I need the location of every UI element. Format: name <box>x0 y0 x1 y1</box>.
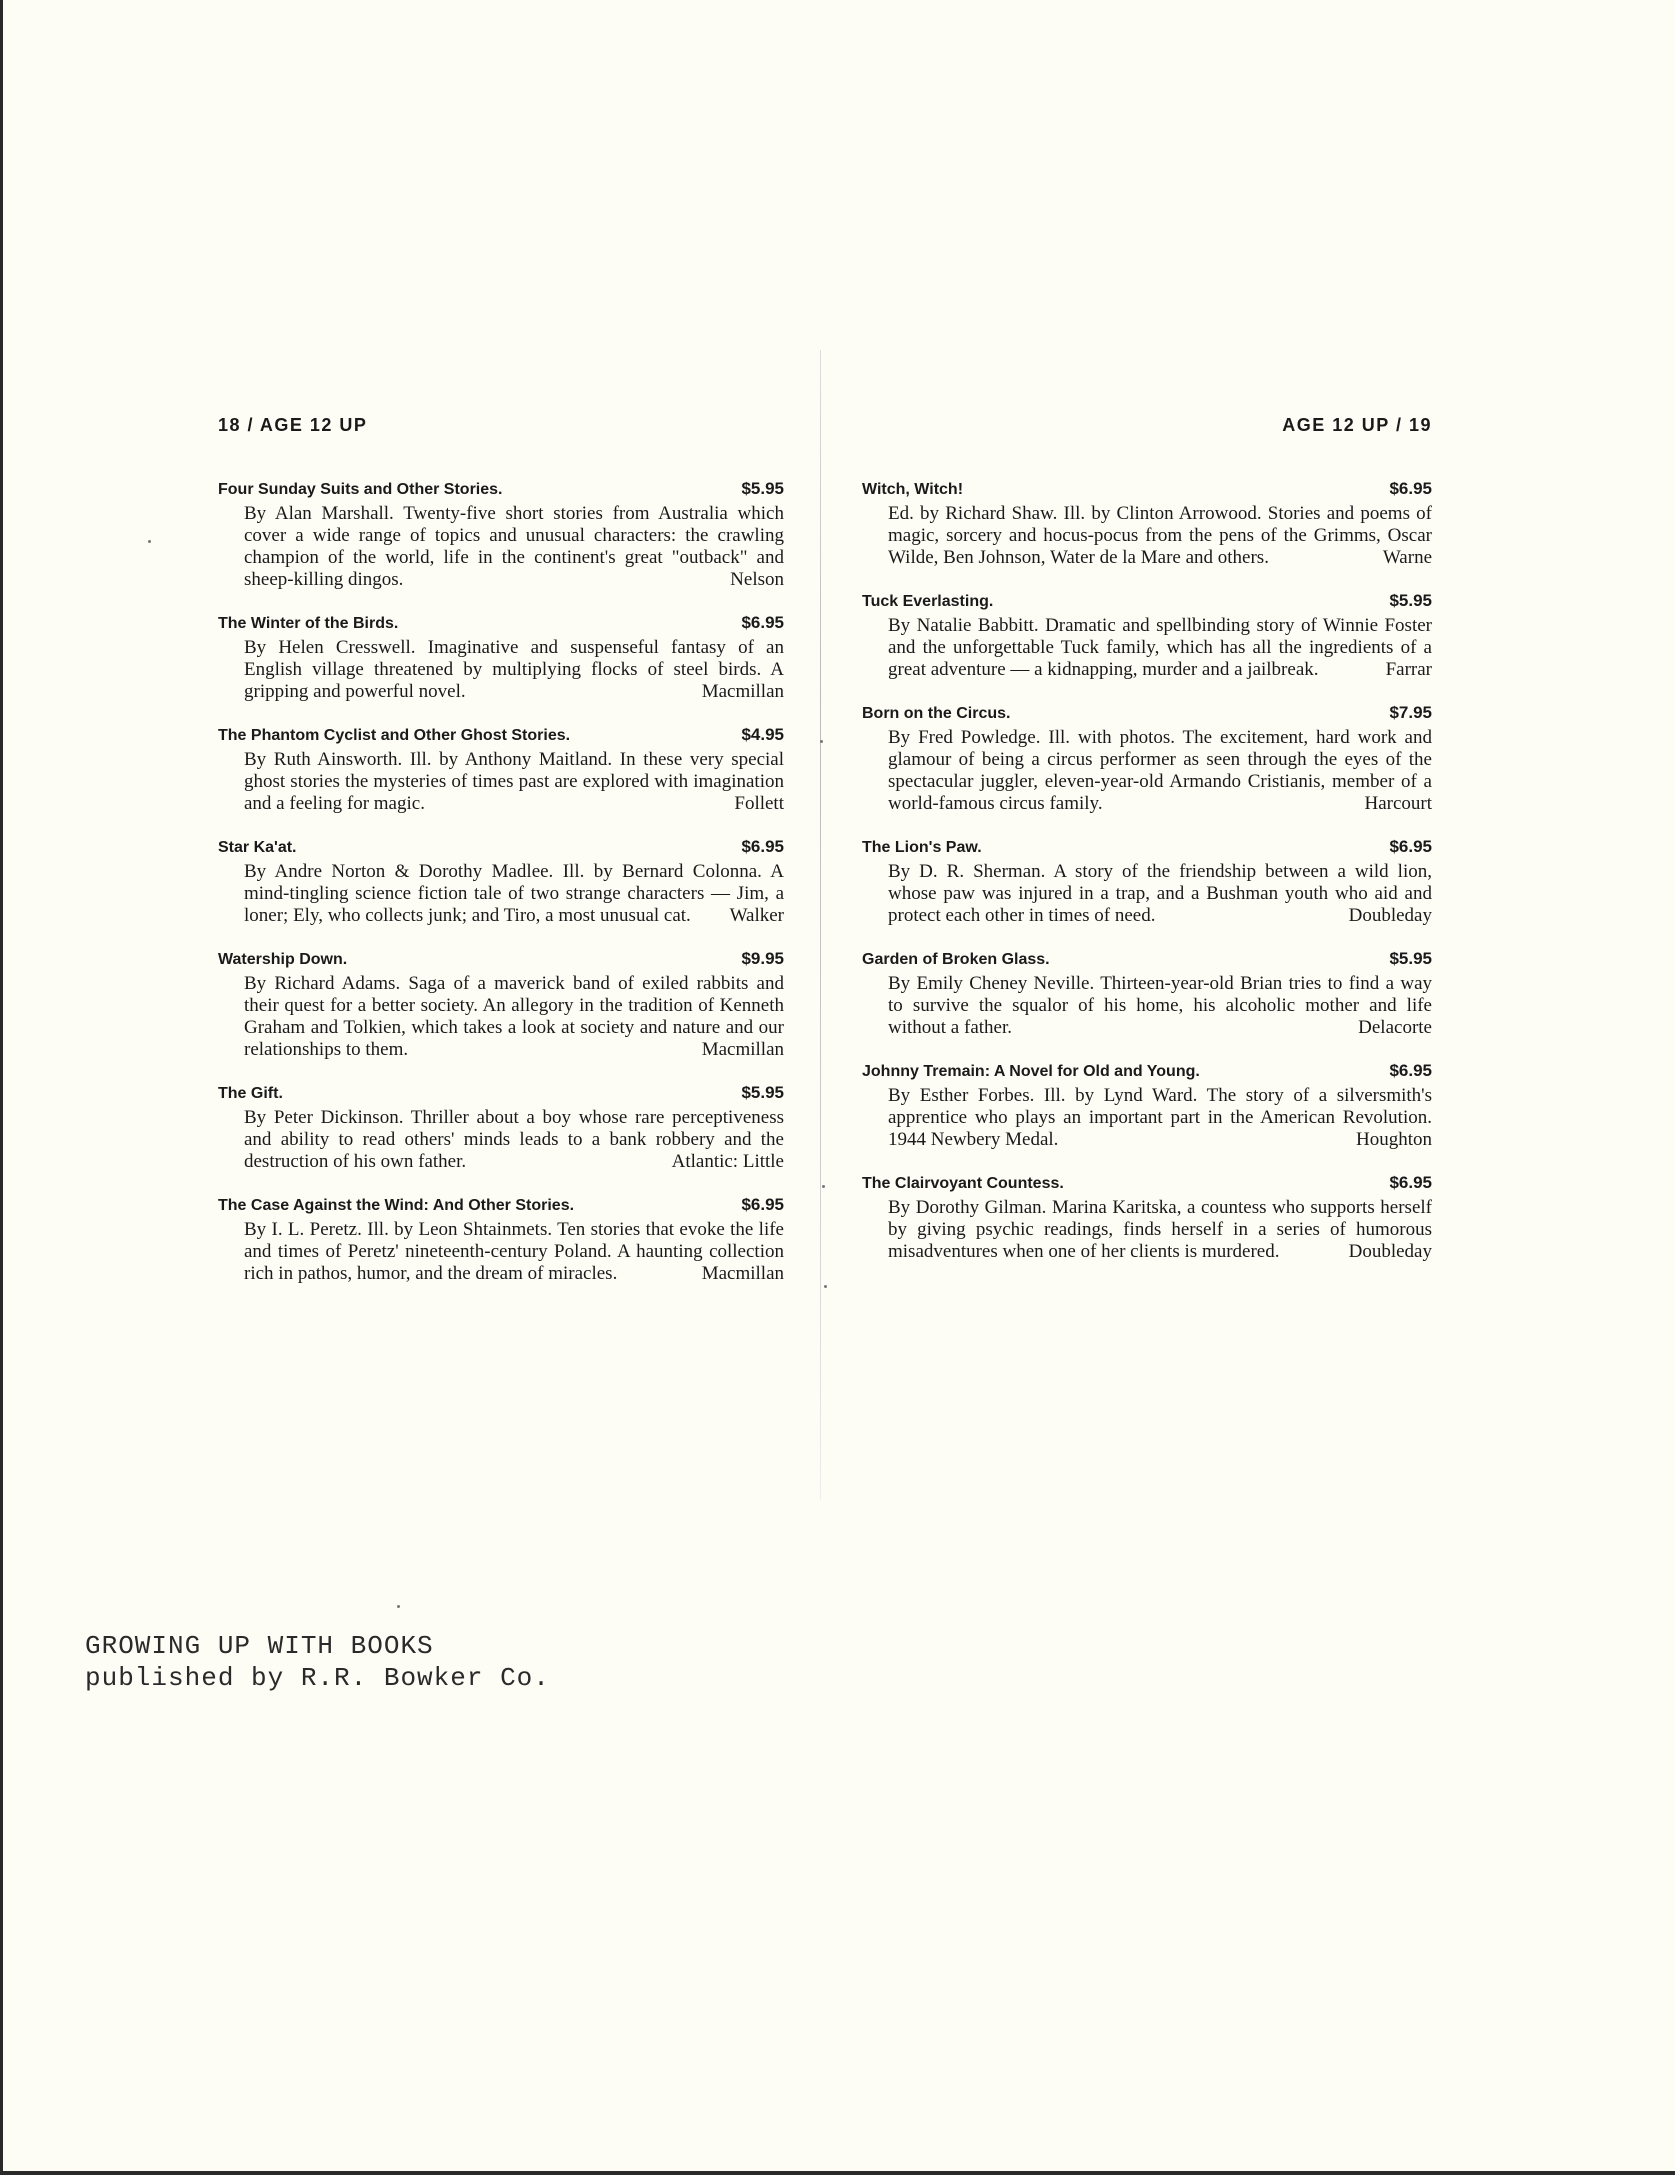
book-publisher: Doubleday <box>1348 1241 1432 1262</box>
book-description-block <box>218 503 784 591</box>
book-publisher: Atlantic: Little <box>671 1151 784 1172</box>
book-entry-header <box>218 613 784 633</box>
book-entry <box>862 479 1432 569</box>
book-entry <box>218 1195 784 1285</box>
book-title: The Lion's Paw. <box>862 839 982 856</box>
book-description-block <box>218 973 784 1061</box>
book-price: $7.95 <box>1389 703 1432 722</box>
book-description-block <box>862 615 1432 681</box>
left-entries <box>218 479 784 1285</box>
book-price: $6.95 <box>1389 837 1432 856</box>
book-publisher: Nelson <box>730 569 784 590</box>
book-entry <box>218 479 784 591</box>
paper-speck <box>148 540 151 543</box>
book-entry <box>862 591 1432 681</box>
left-page <box>218 415 784 1307</box>
paper-speck <box>820 740 823 743</box>
book-entry-header <box>218 1195 784 1215</box>
book-entry <box>862 837 1432 927</box>
book-publisher: Macmillan <box>701 1039 784 1060</box>
publisher-credit <box>85 1630 550 1694</box>
book-description-block <box>862 1085 1432 1151</box>
book-publisher: Harcourt <box>1364 793 1432 814</box>
book-entry-header <box>218 837 784 857</box>
book-entry <box>862 949 1432 1039</box>
book-entry-header <box>862 1061 1432 1081</box>
book-description: By Dorothy Gilman. Marina Karitska, a countess who supports herself by giving psychic readings, finds herself in a series of humorous misadventures when one of her clients is murdered. <box>888 1197 1432 1262</box>
paper-speck <box>397 1605 400 1608</box>
book-description-block <box>862 727 1432 815</box>
book-price: $6.95 <box>741 613 784 632</box>
book-description: By Andre Norton & Dorothy Madlee. Ill. by Bernard Colonna. A mind-tingling science fiction tale of two strange characters — Jim, a loner; Ely, who collects junk; and Tiro, a most unusual cat. <box>244 861 784 926</box>
right-page <box>862 415 1432 1285</box>
page-fold <box>820 350 821 1500</box>
book-publisher: Follett <box>734 793 784 814</box>
credit-publisher: published by R.R. Bowker Co. <box>85 1663 550 1693</box>
book-entry-header <box>862 1173 1432 1193</box>
book-entry <box>862 1173 1432 1263</box>
book-entry <box>862 703 1432 815</box>
book-entry-header <box>218 479 784 499</box>
right-folio: AGE 12 UP / 19 <box>1282 415 1432 435</box>
book-title: Watership Down. <box>218 951 348 968</box>
book-description: By Natalie Babbitt. Dramatic and spellbinding story of Winnie Foster and the unforgettable Tuck family, which has all the ingredients of a great adventure — a kidnapping, murder and a jailbreak. <box>888 615 1432 680</box>
book-entry <box>218 949 784 1061</box>
book-entry-header <box>862 949 1432 969</box>
book-entry <box>862 1061 1432 1151</box>
right-entries <box>862 479 1432 1263</box>
book-title: Four Sunday Suits and Other Stories. <box>218 481 503 498</box>
credit-title: GROWING UP WITH BOOKS <box>85 1631 434 1661</box>
book-publisher: Macmillan <box>701 681 784 702</box>
book-title: The Clairvoyant Countess. <box>862 1175 1064 1192</box>
book-description: By Ruth Ainsworth. Ill. by Anthony Maitland. In these very special ghost stories the mysteries of times past are explored with imagination and a feeling for magic. <box>244 749 784 814</box>
book-description-block <box>862 1197 1432 1263</box>
book-entry <box>218 1083 784 1173</box>
book-price: $5.95 <box>741 1083 784 1102</box>
book-title: The Gift. <box>218 1085 283 1102</box>
book-entry <box>218 725 784 815</box>
book-title: The Case Against the Wind: And Other Stories. <box>218 1197 575 1214</box>
book-price: $5.95 <box>1389 591 1432 610</box>
book-entry-header <box>218 725 784 745</box>
book-description-block <box>218 637 784 703</box>
book-entry-header <box>218 949 784 969</box>
book-price: $6.95 <box>741 837 784 856</box>
book-description: By Emily Cheney Neville. Thirteen-year-old Brian tries to find a way to survive the squalor of his home, his alcoholic mother and life without a father. <box>888 973 1432 1038</box>
book-title: Star Ka'at. <box>218 839 297 856</box>
book-price: $6.95 <box>1389 1173 1432 1192</box>
book-price: $6.95 <box>1389 1061 1432 1080</box>
book-title: Born on the Circus. <box>862 705 1011 722</box>
book-description-block <box>862 861 1432 927</box>
book-description-block <box>218 749 784 815</box>
book-description-block <box>862 503 1432 569</box>
book-entry-header <box>862 479 1432 499</box>
book-price: $6.95 <box>1389 479 1432 498</box>
book-description: By Helen Cresswell. Imaginative and suspenseful fantasy of an English village threatened by multiplying flocks of steel birds. A gripping and powerful novel. <box>244 637 784 702</box>
book-publisher: Houghton <box>1356 1129 1432 1150</box>
book-description: By I. L. Peretz. Ill. by Leon Shtainmets. Ten stories that evoke the life and times of Peretz' nineteenth-century Poland. A haunting collection rich in pathos, humor, and the dream of miracles. <box>244 1219 784 1284</box>
book-price: $4.95 <box>741 725 784 744</box>
book-price: $9.95 <box>741 949 784 968</box>
paper-speck <box>822 1185 825 1188</box>
paper-speck <box>824 1285 827 1288</box>
book-entry-header <box>862 837 1432 857</box>
book-price: $6.95 <box>741 1195 784 1214</box>
book-description: By Alan Marshall. Twenty-five short stories from Australia which cover a wide range of topics and unusual characters: the crawling champion of the world, life in the continent's great "outback" and sheep-killing dingos. <box>244 503 784 590</box>
book-entry <box>218 837 784 927</box>
book-entry-header <box>862 591 1432 611</box>
book-description: By D. R. Sherman. A story of the friendship between a wild lion, whose paw was injured in a trap, and a Bushman youth who aid and protect each other in times of need. <box>888 861 1432 926</box>
book-title: Johnny Tremain: A Novel for Old and Young. <box>862 1063 1200 1080</box>
book-price: $5.95 <box>741 479 784 498</box>
book-description: By Richard Adams. Saga of a maverick band of exiled rabbits and their quest for a better society. An allegory in the tradition of Kenneth Graham and Tolkien, which takes a look at society and nature and our relationships to them. <box>244 973 784 1060</box>
book-description-block <box>218 1107 784 1173</box>
book-publisher: Doubleday <box>1348 905 1432 926</box>
book-publisher: Delacorte <box>1358 1017 1432 1038</box>
book-description: By Fred Powledge. Ill. with photos. The excitement, hard work and glamour of being a circus performer as seen through the eyes of the spectacular juggler, eleven-year-old Armando Cristianis, member of a world-famous circus family. <box>888 727 1432 814</box>
book-title: Garden of Broken Glass. <box>862 951 1050 968</box>
book-description: By Peter Dickinson. Thriller about a boy whose rare perceptiveness and ability to read others' minds leads to a bank robbery and the destruction of his own father. <box>244 1107 784 1172</box>
book-description: Ed. by Richard Shaw. Ill. by Clinton Arrowood. Stories and poems of magic, sorcery and hocus-pocus from the pens of the Grimms, Oscar Wilde, Ben Johnson, Water de la Mare and others. <box>888 503 1432 568</box>
book-title: Witch, Witch! <box>862 481 964 498</box>
book-publisher: Macmillan <box>701 1263 784 1284</box>
book-title: The Phantom Cyclist and Other Ghost Stories. <box>218 727 571 744</box>
book-entry-header <box>862 703 1432 723</box>
book-entry <box>218 613 784 703</box>
book-description-block <box>218 861 784 927</box>
book-description-block <box>218 1219 784 1285</box>
book-description-block <box>862 973 1432 1039</box>
book-publisher: Walker <box>729 905 784 926</box>
book-title: Tuck Everlasting. <box>862 593 994 610</box>
book-publisher: Warne <box>1382 547 1432 568</box>
book-description: By Esther Forbes. Ill. by Lynd Ward. The story of a silversmith's apprentice who plays an important part in the American Revolution. 1944 Newbery Medal. <box>888 1085 1432 1150</box>
left-folio: 18 / AGE 12 UP <box>218 415 368 435</box>
book-price: $5.95 <box>1389 949 1432 968</box>
book-title: The Winter of the Birds. <box>218 615 399 632</box>
book-entry-header <box>218 1083 784 1103</box>
book-publisher: Farrar <box>1385 659 1432 680</box>
